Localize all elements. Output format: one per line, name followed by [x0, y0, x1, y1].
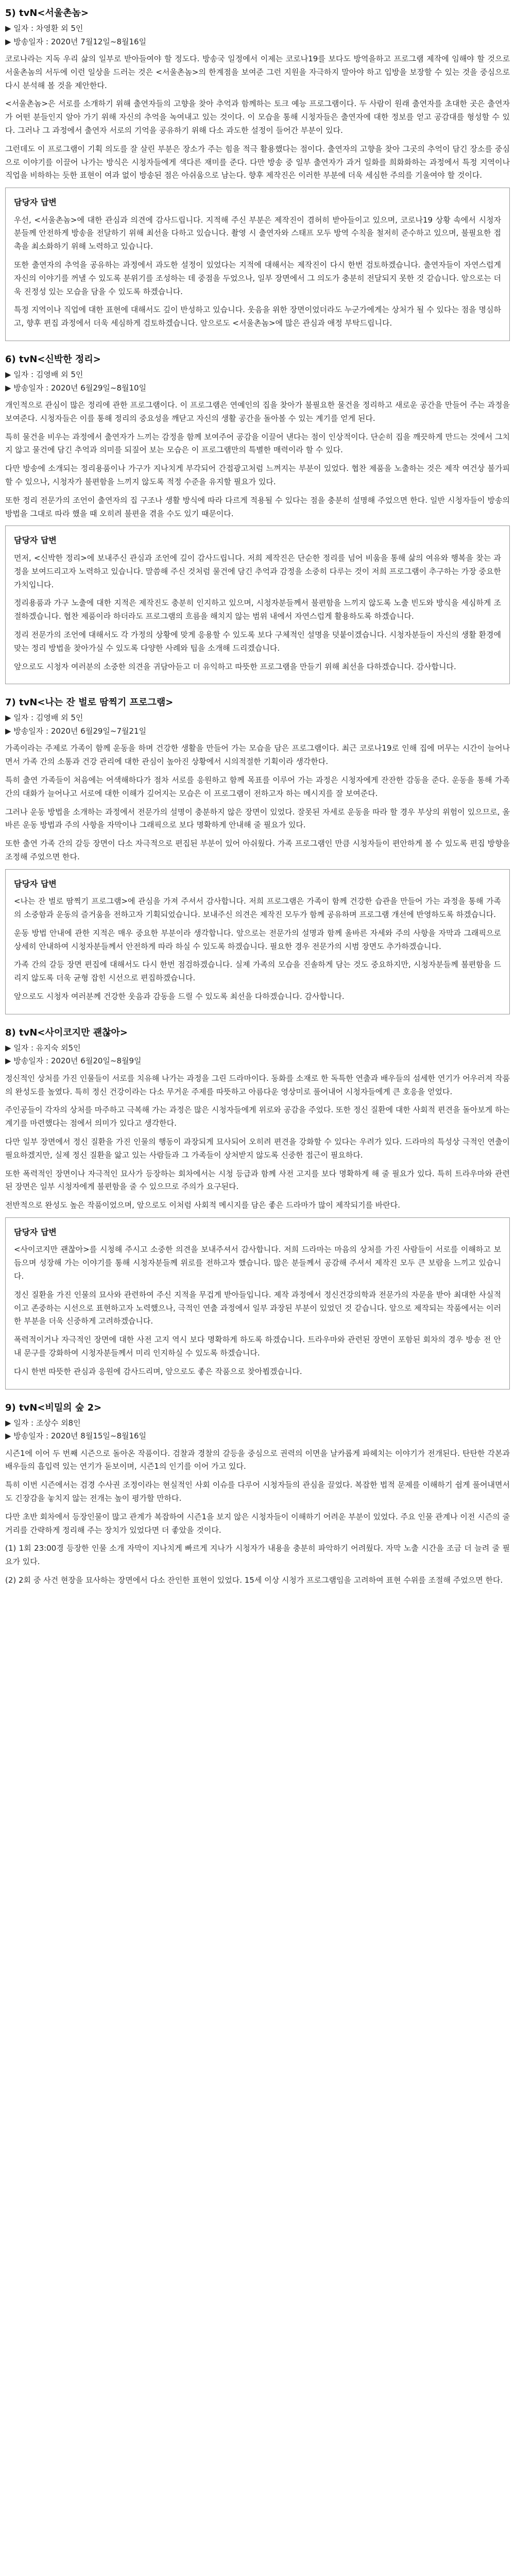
meta-reviewer: ▶ 일자 : 조상수 외8인	[5, 1418, 81, 1428]
meta-reviewer: ▶ 일자 : 차영환 외 5인	[5, 24, 83, 33]
review-section	[5, 6, 510, 341]
review-paragraph: 특히 이번 시즌에서는 검경 수사권 조정이라는 현실적인 사회 이슈를 다루어 시청자들의 관심을 끌었다. 복잡한 법적 문제를 이해하기 쉽게 풀어내면서도 긴장감을 놓치지 않는 전개는 높이 평가할 만하다.	[5, 1480, 510, 1503]
response-paragraph: 앞으로도 시청자 여러분께 건강한 웃음과 감동을 드릴 수 있도록 최선을 다하겠습니다. 감사합니다.	[14, 992, 345, 1001]
response-box	[5, 1217, 510, 1389]
response-paragraph: 정신 질환을 가진 인물의 묘사와 관련하여 주신 지적을 무겁게 받아들입니다. 제작 과정에서 정신건강의학과 전문가의 자문을 받아 최대한 사실적이고 존중하는 시선으로 표현하고자 노력했으나, 극적인 연출 과정에서 일부 과장된 부분이 있었던 것 같습니다. 앞으로 제작되는 작품에서는 이러한 부분을 더욱 신중하게 고려하겠습니다.	[14, 1290, 501, 1326]
review-paragraph: 그런데도 이 프로그램이 기획 의도를 잘 살린 부분은 장소가 주는 힘을 적극 활용했다는 점이다. 출연자의 고향을 찾아 그곳의 추억이 담긴 장소를 중심으로 이야기를 이끌어 나가는 방식은 시청자들에게 색다른 재미를 준다. 다만 방송 중 일부 출연자가 과거 일화를 희화화하는 과정에서 특정 지역이나 직업을 비하하는 듯한 표현이 여과 없이 방송된 점은 아쉬움으로 남는다. 향후 제작진은 이러한 부분에 더욱 세심한 주의를 기울여야 할 것이다.	[5, 144, 510, 180]
meta-broadcast-date: ▶ 방송일자 : 2020년 6월29일~7월21일	[5, 726, 147, 736]
response-box	[5, 526, 510, 684]
response-box	[5, 188, 510, 341]
response-paragraph: 앞으로도 시청자 여러분의 소중한 의견을 귀담아듣고 더 유익하고 따뜻한 프로그램을 만들기 위해 최선을 다하겠습니다. 감사합니다.	[14, 662, 456, 671]
review-paragraph: 또한 폭력적인 장면이나 자극적인 묘사가 등장하는 회차에서는 시청 등급과 함께 사전 고지를 보다 명확하게 해 줄 필요가 있다. 특히 트라우마와 관련된 장면은 일부 시청자에게 불편함을 줄 수 있으므로 주의가 요구된다.	[5, 1168, 510, 1192]
section-title: 7) tvN<나는 잔 벌로 땀찍기 프로그램>	[5, 697, 174, 708]
review-paragraph: (1) 1회 23:00경 등장한 인물 소개 자막이 지나치게 빠르게 지나가 시청자가 내용을 충분히 파악하기 어려웠다. 자막 노출 시간을 조금 더 늘려 줄 필요가 있다.	[5, 1544, 510, 1567]
meta-broadcast-date: ▶ 방송일자 : 2020년 6월29일~8월10일	[5, 383, 147, 393]
response-paragraph: 특정 지역이나 직업에 대한 표현에 대해서도 깊이 반성하고 있습니다. 웃음을 위한 장면이었더라도 누군가에게는 상처가 될 수 있다는 점을 명심하고, 향후 편집 과정에서 더욱 세심하게 검토하겠습니다. 앞으로도 <서울촌놈>에 많은 관심과 애정 부탁드립니다.	[14, 305, 501, 328]
review-paragraph: 또한 출연 가족 간의 갈등 장면이 다소 자극적으로 편집된 부분이 있어 아쉬웠다. 가족 프로그램인 만큼 시청자들이 편안하게 볼 수 있도록 편집 방향을 조정해 주었으면 한다.	[5, 839, 510, 861]
review-section	[5, 1401, 510, 1587]
review-paragraph: 전반적으로 완성도 높은 작품이었으며, 앞으로도 이처럼 사회적 메시지를 담은 좋은 드라마가 많이 제작되기를 바란다.	[5, 1200, 401, 1210]
response-title: 담당자 답변	[14, 1227, 57, 1237]
response-title: 담당자 답변	[14, 197, 57, 208]
section-meta	[5, 1417, 510, 1443]
review-paragraph: 또한 정리 전문가의 조언이 출연자의 집 구조나 생활 방식에 따라 다르게 적용될 수 있다는 점을 충분히 설명해 주었으면 한다. 일반 시청자들이 방송의 방법을 그대로 따라 했을 때 오히려 불편을 겪을 수도 있기 때문이다.	[5, 495, 510, 518]
response-paragraph: 가족 간의 갈등 장면 편집에 대해서도 다시 한번 점검하겠습니다. 실제 가족의 모습을 진솔하게 담는 것도 중요하지만, 시청자분들께 불편함을 드리지 않도록 더욱 균형 잡힌 시선으로 편집하겠습니다.	[14, 960, 501, 983]
review-paragraph: 정신적인 상처를 가진 인물들이 서로를 치유해 나가는 과정을 그린 드라마이다. 동화를 소재로 한 독특한 연출과 배우들의 섬세한 연기가 어우러져 작품의 완성도를 높였다. 특히 정신 건강이라는 다소 무거운 주제를 따뜻하고 아름다운 영상미로 풀어내어 시청자들에게 큰 호응을 얻었다.	[5, 1073, 510, 1096]
review-paragraph: 특히 물건을 비우는 과정에서 출연자가 느끼는 감정을 함께 보여주어 공감을 이끌어 낸다는 점이 인상적이다. 단순히 집을 깨끗하게 만드는 것에서 그치지 않고 물건에 담긴 추억과 의미를 되짚어 보는 모습은 이 프로그램만의 특별한 매력이라 할 수 있다.	[5, 432, 510, 455]
review-paragraph: 그러나 운동 방법을 소개하는 과정에서 전문가의 설명이 충분하지 않은 장면이 있었다. 잘못된 자세로 운동을 따라 할 경우 부상의 위험이 있으므로, 올바른 운동 방법과 주의 사항을 자막이나 그래픽으로 보다 명확하게 안내해 줄 필요가 있다.	[5, 807, 510, 830]
response-paragraph: 다시 한번 따뜻한 관심과 응원에 감사드리며, 앞으로도 좋은 작품으로 찾아뵙겠습니다.	[14, 1366, 302, 1376]
meta-broadcast-date: ▶ 방송일자 : 2020년 6월20일~8월9일	[5, 1056, 142, 1066]
section-title: 5) tvN<서울촌놈>	[5, 8, 89, 19]
review-section	[5, 1026, 510, 1389]
review-paragraph: 다만 일부 장면에서 정신 질환을 가진 인물의 행동이 과장되게 묘사되어 오히려 편견을 강화할 수 있다는 우려가 있다. 드라마의 특성상 극적인 연출이 필요하겠지만, 실제 정신 질환을 앓고 있는 사람들과 그 가족들이 상처받지 않도록 신중한 접근이 필요하다.	[5, 1137, 510, 1160]
review-paragraph: <서울촌놈>은 서로를 소개하기 위해 출연자들의 고향을 찾아 추억과 함께하는 토크 예능 프로그램이다. 두 사람이 원래 출연자를 초대한 곳은 출연자가 어떤 분들인지 알아 가기 위해 자신의 추억을 녹여내고 있는 것이다. 이 모습을 통해 시청자들은 출연자에 대한 정보를 얻고 공감대를 형성할 수 있다. 그러나 그 과정에서 출연자 서로의 기억을 공유하기 위해 다소 과도한 설정이 들어간 부분이 있다.	[5, 99, 510, 135]
meta-reviewer: ▶ 일자 : 유지숙 외5인	[5, 1043, 81, 1053]
section-meta	[5, 22, 510, 48]
section-title: 9) tvN<비밀의 숲 2>	[5, 1402, 102, 1413]
review-paragraph: 개인적으로 관심이 많은 정리에 관한 프로그램이다. 이 프로그램은 연예인의 집을 찾아가 불필요한 물건을 정리하고 새로운 공간을 만들어 주는 과정을 보여준다. 시청자들은 이를 통해 정리의 중요성을 깨닫고 자신의 생활 공간을 돌아볼 수 있는 계기를 얻게 된다.	[5, 400, 510, 423]
review-paragraph: 주인공들이 각자의 상처를 마주하고 극복해 가는 과정은 많은 시청자들에게 위로와 공감을 주었다. 또한 정신 질환에 대한 사회적 편견을 돌아보게 하는 계기를 마련했다는 점에서 의미가 있다고 생각한다.	[5, 1105, 510, 1128]
review-section	[5, 696, 510, 1014]
response-paragraph: 정리 전문가의 조언에 대해서도 각 가정의 상황에 맞게 응용할 수 있도록 보다 구체적인 설명을 덧붙이겠습니다. 시청자분들이 자신의 생활 환경에 맞는 정리 방법을 찾아가실 수 있도록 다양한 사례와 팁을 소개해 드리겠습니다.	[14, 630, 501, 653]
review-paragraph: 코로나라는 지독 우리 삶의 일부로 받아들여야 할 정도다. 방송국 일정에서 이제는 코로나19를 보다도 방역을하고 프로그램 제작에 임해야 할 것으로 서울촌놈의 서두에 이런 일상을 드러는 것은 <서울촌놈>의 한계점을 보여준 그런 지원을 자극하지 말아야 하고 입방을 보장할 수 있는 것을 중심으로 다시 분석해 볼 것을 제안한다.	[5, 54, 510, 90]
response-paragraph: 운동 방법 안내에 관한 지적은 매우 중요한 부분이라 생각합니다. 앞으로는 전문가의 설명과 함께 올바른 자세와 주의 사항을 자막과 그래픽으로 상세히 안내하여 시청자분들께서 안전하게 따라 하실 수 있도록 하겠습니다. 필요한 경우 전문가의 시범 장면도 추가하겠습니다.	[14, 928, 501, 951]
review-paragraph: 다만 초반 회차에서 등장인물이 많고 관계가 복잡하여 시즌1을 보지 않은 시청자들이 이해하기 어려운 부분이 있었다. 주요 인물 관계나 이전 시즌의 줄거리를 간략하게 정리해 주는 장치가 있었다면 더 좋았을 것이다.	[5, 1512, 510, 1535]
review-paragraph: 다만 방송에 소개되는 정리용품이나 가구가 지나치게 부각되어 간접광고처럼 느껴지는 부분이 있었다. 협찬 제품을 노출하는 것은 제작 여건상 불가피할 수 있으나, 시청자가 불편함을 느끼지 않도록 적정 수준을 유지할 필요가 있다.	[5, 464, 510, 487]
response-title: 담당자 답변	[14, 878, 57, 889]
response-paragraph: 우선, <서울촌놈>에 대한 관심과 의견에 감사드립니다. 지적해 주신 부분은 제작진이 겸허히 받아들이고 있으며, 코로나19 상황 속에서 시청자분들께 안전하게 방송을 전달하기 위해 최선을 다하고 있습니다. 촬영 시 출연자와 스태프 모두 방역 수칙을 철저히 준수하고 있으며, 불필요한 접촉을 최소화하기 위해 노력하고 있습니다.	[14, 215, 501, 251]
section-meta	[5, 1042, 510, 1068]
response-paragraph: 먼저, <신박한 정리>에 보내주신 관심과 조언에 깊이 감사드립니다. 저희 제작진은 단순한 정리를 넘어 비움을 통해 삶의 여유와 행복을 찾는 과정을 보여드리고자 노력하고 있습니다. 말씀해 주신 것처럼 물건에 담긴 추억과 감정을 소중히 다루는 것이 저희 프로그램이 추구하는 가장 중요한 가치입니다.	[14, 553, 501, 589]
section-meta	[5, 711, 510, 738]
response-title: 담당자 답변	[14, 535, 57, 546]
section-meta	[5, 368, 510, 395]
meta-broadcast-date: ▶ 방송일자 : 2020년 8월15일~8월16일	[5, 1431, 147, 1441]
response-paragraph: <사이코지만 괜찮아>를 시청해 주시고 소중한 의견을 보내주셔서 감사합니다. 저희 드라마는 마음의 상처를 가진 사람들이 서로를 이해하고 보듬으며 성장해 가는 이야기를 통해 시청자분들께 위로를 전하고자 했습니다. 많은 분들께서 공감해 주셔서 제작진 모두 큰 보람을 느끼고 있습니다.	[14, 1245, 501, 1281]
meta-reviewer: ▶ 일자 : 김영배 외 5인	[5, 370, 83, 380]
response-paragraph: 또한 출연자의 추억을 공유하는 과정에서 과도한 설정이 있었다는 지적에 대해서는 제작진이 다시 한번 검토하겠습니다. 출연자들이 자연스럽게 자신의 이야기를 꺼낼 수 있도록 분위기를 조성하는 데 중점을 두었으나, 일부 장면에서 그 의도가 충분히 전달되지 못한 것 같습니다. 앞으로는 더욱 진정성 있는 모습을 담을 수 있도록 하겠습니다.	[14, 260, 501, 296]
meta-broadcast-date: ▶ 방송일자 : 2020년 7월12일~8월16일	[5, 37, 147, 46]
review-section	[5, 352, 510, 684]
review-paragraph: 시즌1에 이어 두 번째 시즌으로 돌아온 작품이다. 검찰과 경찰의 갈등을 중심으로 권력의 이면을 날카롭게 파헤치는 이야기가 전개된다. 탄탄한 각본과 배우들의 흡입력 있는 연기가 돋보이며, 시즌1의 인기를 이어 가고 있다.	[5, 1448, 510, 1471]
review-paragraph: 가족이라는 주제로 가족이 함께 운동을 하며 건강한 생활을 만들어 가는 모습을 담은 프로그램이다. 최근 코로나19로 인해 집에 머무는 시간이 늘어나면서 가족 간의 소통과 건강 관리에 대한 관심이 높아진 상황에서 시의적절한 기획이라 생각한다.	[5, 743, 510, 767]
response-paragraph: 정리용품과 가구 노출에 대한 지적은 제작진도 충분히 인지하고 있으며, 시청자분들께서 불편함을 느끼지 않도록 노출 빈도와 방식을 세심하게 조절하겠습니다. 협찬 제품이라 하더라도 프로그램의 흐름을 해치지 않는 범위 내에서 자연스럽게 활용하도록 하겠습니다.	[14, 598, 501, 621]
section-title: 6) tvN<신박한 정리>	[5, 354, 101, 365]
meta-reviewer: ▶ 일자 : 김영배 외 5인	[5, 713, 83, 723]
response-paragraph: <나는 잔 벌로 땀찍기 프로그램>에 관심을 가져 주셔서 감사합니다. 저희 프로그램은 가족이 함께 건강한 습관을 만들어 가는 과정을 통해 가족의 소중함과 운동의 즐거움을 전하고자 기획되었습니다. 보내주신 의견은 제작진 모두가 함께 공유하며 프로그램 개선에 반영하도록 하겠습니다.	[14, 896, 501, 920]
review-paragraph: 특히 출연 가족들이 처음에는 어색해하다가 점차 서로를 응원하고 함께 목표를 이루어 가는 과정은 시청자에게 잔잔한 감동을 준다. 운동을 통해 가족 간의 대화가 늘어나고 서로에 대한 이해가 깊어지는 모습은 이 프로그램이 전하고자 하는 메시지를 잘 보여준다.	[5, 775, 510, 798]
response-box	[5, 869, 510, 1014]
review-paragraph: (2) 2회 중 사건 현장을 묘사하는 장면에서 다소 잔인한 표현이 있었다. 15세 이상 시청가 프로그램임을 고려하여 표현 수위를 조절해 주었으면 한다.	[5, 1575, 503, 1585]
response-paragraph: 폭력적이거나 자극적인 장면에 대한 사전 고지 역시 보다 명확하게 하도록 하겠습니다. 트라우마와 관련된 장면이 포함된 회차의 경우 방송 전 안내 문구를 강화하여 시청자분들께서 미리 인지하실 수 있도록 하겠습니다.	[14, 1335, 501, 1358]
section-title: 8) tvN<사이코지만 괜찮아>	[5, 1027, 128, 1038]
